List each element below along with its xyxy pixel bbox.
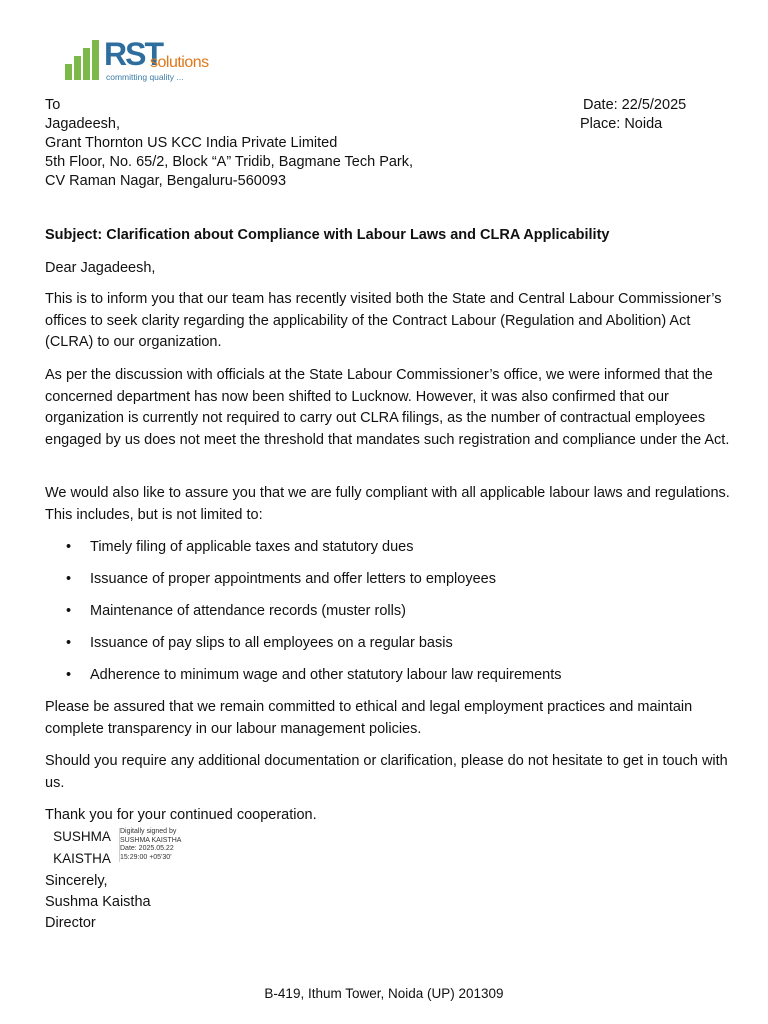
bar-chart-logo-icon [64, 36, 104, 82]
company-logo [64, 36, 209, 86]
paragraph-4: Please be assured that we remain committed to ethical and legal employment practices and maintain complete transparency in our labour management policies. [45, 699, 693, 737]
salutation: Dear Jagadeesh, [45, 260, 156, 276]
compliance-list [45, 537, 562, 697]
paragraph-5: Should you require any additional documentation or clarification, please do not hesitate to get in touch with us. [45, 753, 728, 791]
recipient-name: Jagadeesh, [45, 116, 120, 132]
closing-title: Director [45, 915, 96, 931]
list-item: • Timely filing of applicable taxes and statutory dues [66, 539, 414, 555]
bullet-icon: • [66, 635, 72, 651]
list-item: • Maintenance of attendance records (muster rolls) [66, 603, 406, 619]
recipient-address-line2: CV Raman Nagar, Bengaluru-560093 [45, 173, 287, 189]
signature-name: SUSHMA KAISTHA [53, 829, 111, 866]
list-item: • Adherence to minimum wage and other statutory labour law requirements [66, 667, 562, 683]
paragraph-2: As per the discussion with officials at the State Labour Commissioner’s office, we were informed that the concerned department has now been shifted to Lucknow. However, it was also confirmed that our organization is currently not required to carry out CLRA filings, as the number of contractual employees engaged by us does not meet the threshold that mandates such registration and compliance under the Act. [45, 367, 730, 448]
letter-place: Place: Noida [580, 116, 663, 132]
letter-date: Date: 22/5/2025 [583, 97, 687, 113]
paragraph-6: Thank you for your continued cooperation. [45, 807, 317, 823]
paragraph-3: We would also like to assure you that we are fully compliant with all applicable labour laws and regulations. This includes, but is not limited to: [45, 485, 730, 523]
recipient-address-line1: 5th Floor, No. 65/2, Block “A” Tridib, Bagmane Tech Park, [45, 154, 414, 170]
bullet-icon: • [66, 603, 72, 619]
closing-block [45, 871, 151, 934]
bullet-icon: • [66, 571, 72, 587]
closing-name: Sushma Kaistha [45, 894, 151, 910]
signature-details: Digitally signed by SUSHMA KAISTHA Date: 2025.05.22 15:29:00 +05'30' [119, 828, 200, 862]
logo-suffix: solutions [150, 54, 209, 71]
bullet-icon: • [66, 667, 72, 683]
recipient-company: Grant Thornton US KCC India Private Limited [45, 135, 338, 151]
paragraph-1: This is to inform you that our team has recently visited both the State and Central Labour Commissioner’s offices to seek clarity regarding the applicability of the Contract Labour (Regulation and Abolition) Act (CLRA) to our organization. [45, 291, 722, 350]
closing-sincerely: Sincerely, [45, 873, 108, 889]
logo-brand: RST [104, 36, 162, 72]
date-place-block [580, 96, 686, 134]
logo-tagline: committing quality ... [106, 72, 184, 82]
recipient-block [45, 96, 413, 191]
letter-subject: Subject: Clarification about Compliance with Labour Laws and CLRA Applicability [45, 227, 610, 243]
footer-address: B-419, Ithum Tower, Noida (UP) 201309 [264, 986, 504, 1001]
list-item: • Issuance of proper appointments and offer letters to employees [66, 571, 496, 587]
bullet-icon: • [66, 539, 72, 555]
list-item: • Issuance of pay slips to all employees on a regular basis [66, 635, 453, 651]
to-label: To [45, 97, 61, 113]
